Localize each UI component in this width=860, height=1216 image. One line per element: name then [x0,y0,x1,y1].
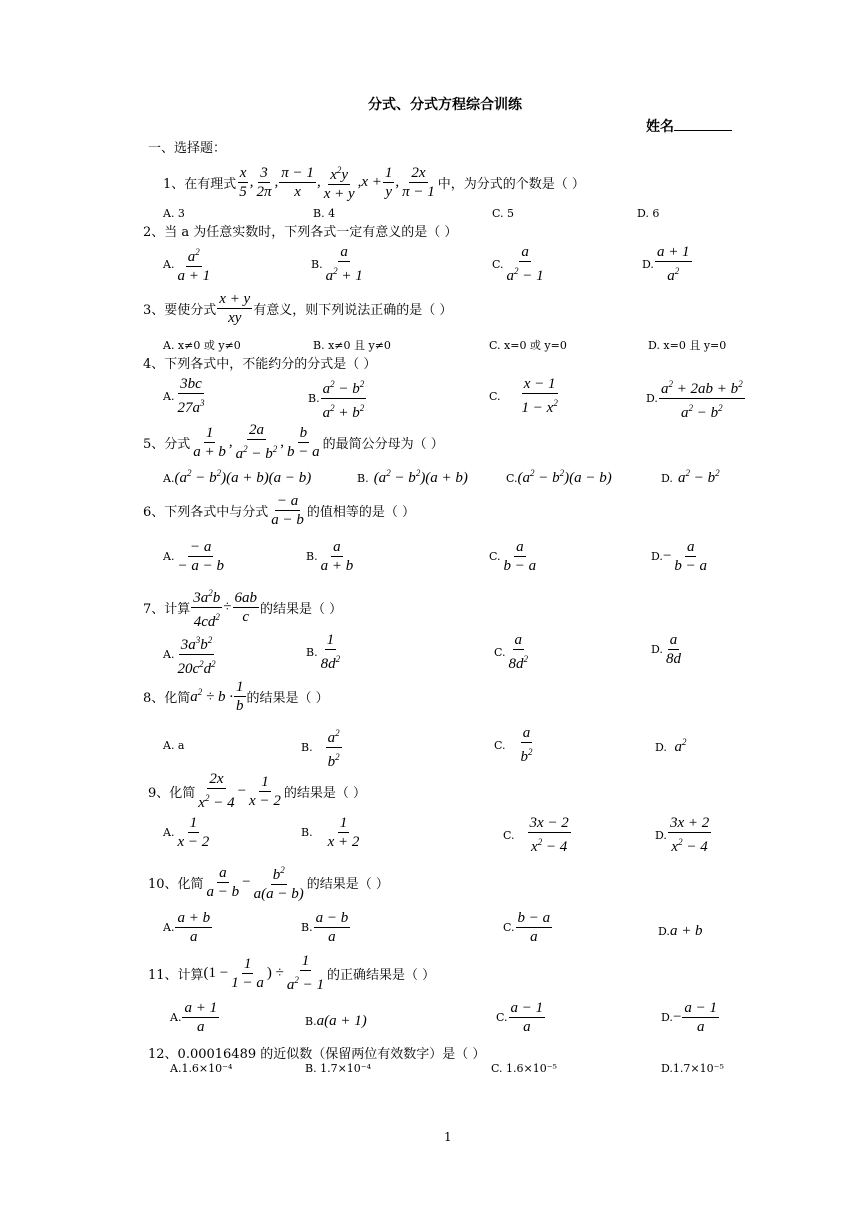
q1-option-a: A. 3 [163,207,185,220]
q9-option-c: C. $\frac{3x - 2}{x^2 - 4}$ [503,815,569,855]
question-7: 7、计算 $\frac{3a^2b}{4cd^2}$ ÷ $\frac{6ab}{c}$ 的结果是（ ） [143,584,342,631]
q12-option-d: D.1.7×10⁻⁵ [661,1062,724,1075]
q11-option-b: B.a(a + 1) [305,1013,367,1029]
q11-option-d: D. − $\frac{a - 1}{a}$ [661,1000,718,1035]
q3-option-c: C. x=0 或 y=0 [489,339,567,352]
name-blank [674,116,732,131]
q3-option-d: D. x=0 且 y=0 [648,339,727,352]
q5-option-d: D. $a^2 - b^2$ [661,468,720,486]
q1-expr-2: $\frac{3}{2\pi}$ [256,164,272,200]
name-field [646,116,732,136]
q8-option-a: A. a [163,739,185,752]
question-8: 8、化简 $a^2 \div b$ · $\frac{1}{b}$ 的结果是（ ） [143,679,329,714]
q1-expr-6: $\frac{2x}{\pi - 1}$ [402,164,435,200]
question-10: 10、化简 $\frac{a}{a - b}$ − $\frac{b^2}{a(a - b)}$ 的结果是（ ） [148,861,389,903]
q8-option-c: C. $\frac{a}{b^2}$ [494,725,533,765]
q10-option-b: B. $\frac{a - b}{a}$ [301,910,349,945]
q6-option-a: A. $\frac{- a}{- a - b}$ [163,539,224,574]
q11-option-c: C. $\frac{a - 1}{a}$ [496,1000,544,1035]
q2-option-a: A. $\frac{a^2}{a + 1}$ [163,243,213,285]
question-9: 9、化简 $\frac{2x}{x^2 - 4}$ − $\frac{1}{x - 2}$ 的结果是（ ） [148,771,366,811]
question-6: 6、下列各式中与分式 $\frac{- a}{a - b}$ 的值相等的是（ ） [143,493,416,528]
q4-option-c: C. $\frac{x - 1}{1 - x^2}$ [489,376,558,416]
q7-option-a: A. $\frac{3a^3b^2}{20c^2d^2}$ [163,631,219,678]
q1-expr-4: $\frac{x^2y}{x + y}$ [322,161,357,203]
q6-option-c: C. $\frac{a}{b - a}$ [489,539,537,574]
q12-option-c: C. 1.6×10⁻⁵ [491,1062,557,1075]
q6-option-b: B. $\frac{a}{a + b}$ [306,539,354,574]
q8-option-b: B. $\frac{a^2}{b^2}$ [301,724,343,771]
q10-option-a: A. $\frac{a + b}{a}$ [163,910,211,945]
q4-option-b: B. $\frac{a^2 - b^2}{a^2 + b^2}$ [308,375,367,422]
question-11: 11、计算 (1 − $\frac{1}{1 - a}$ ) ÷ $\frac{1}{a^2 - 1}$ 的正确结果是（ ） [148,953,436,993]
q1-stem-pre: 1、在有理式 [163,176,237,192]
q1-option-b: B. 4 [313,207,336,220]
q10-option-d: D.a + b [658,923,703,939]
q1-expr-3: $\frac{\pi - 1}{x}$ [281,164,314,200]
name-label: 姓名 [646,119,674,135]
q2-option-b: B. $\frac{a}{a^2 + 1}$ [311,244,363,284]
q10-option-c: C. $\frac{b - a}{a}$ [503,910,551,945]
q12-option-b: B. 1.7×10⁻⁴ [305,1062,371,1075]
q1-expr-5b: $\frac{1}{y}$ [384,164,393,200]
q4-option-a: A. $\frac{3bc}{27a^3}$ [163,376,205,416]
q1-option-d: D. 6 [637,207,660,220]
q1-stem-post: 中，为分式的个数是（ ） [437,176,585,192]
section-heading: 一、选择题： [148,141,227,156]
q1-option-c: C. 5 [492,207,515,220]
q9-option-d: D. $\frac{3x + 2}{x^2 - 4}$ [655,815,710,855]
q1-expr-5a: x + [361,173,382,190]
question-4: 4、下列各式中，不能约分的分式是（ ） [143,357,377,372]
q2-option-d: D. $\frac{a + 1}{a^2}$ [642,244,690,284]
page-title: 分式、分式方程综合训练 [368,97,522,113]
question-2: 2、当 a 为任意实数时，下列各式一定有意义的是（ ） [143,225,458,240]
page-number: 1 [444,1130,452,1144]
q7-option-d: D. $\frac{a}{8d}$ [651,632,681,667]
q5-option-a: $A.(a^2 - b^2)(a + b)(a - b)$ [163,468,312,486]
q6-option-d: D. − $\frac{a}{b - a}$ [651,539,708,574]
q5-option-b: B. $(a^2 - b^2)(a + b)$ [357,468,468,486]
q3-option-a: A. x≠0 或 y≠0 [163,339,241,352]
question-3: 3、要使分式 $\frac{x + y}{xy}$ 有意义，则下列说法正确的是（ ） [143,291,453,326]
q2-option-c: C. $\frac{a}{a^2 - 1}$ [492,244,544,284]
q9-option-b: B. $\frac{1}{x + 2}$ [301,815,360,850]
q11-option-a: A. $\frac{a + 1}{a}$ [170,1000,218,1035]
q12-option-a: A.1.6×10⁻⁴ [170,1062,233,1075]
q5-option-c: $C.(a^2 - b^2)(a - b)$ [506,468,612,486]
q1-expr-1: $\frac{x}{5}$ [239,164,247,200]
question-5: 5、分式 $\frac{1}{a + b}$ , $\frac{2a}{a^2 - b^2}$ , $\frac{b}{b - a}$ 的最简公分母为（ ） [143,422,444,462]
question-12: 12、0.00016489 的近似数（保留两位有效数字）是（ ） [148,1047,486,1062]
q7-option-c: C. $\frac{a}{8d^2}$ [494,632,529,672]
q9-option-a: A. $\frac{1}{x - 2}$ [163,815,210,850]
question-1: 1、在有理式 $\frac{x}{5}$ , $\frac{3}{2\pi}$ , $\frac{\pi - 1}{x}$ , $\frac{x^2y}{x + y}$ , x + $\frac{1}{y}$ , $\frac{2x}{\pi - 1}$ 中，为分式的个数是（ ） [163,158,585,206]
q8-option-d: D. $a^2$ [655,737,687,755]
q4-option-d: D. $\frac{a^2 + 2ab + b^2}{a^2 - b^2}$ [646,375,746,422]
q7-option-b: B. $\frac{1}{8d^2}$ [306,632,341,672]
q3-expr: $\frac{x + y}{xy}$ [219,291,251,326]
q3-option-b: B. x≠0 且 y≠0 [313,339,391,352]
